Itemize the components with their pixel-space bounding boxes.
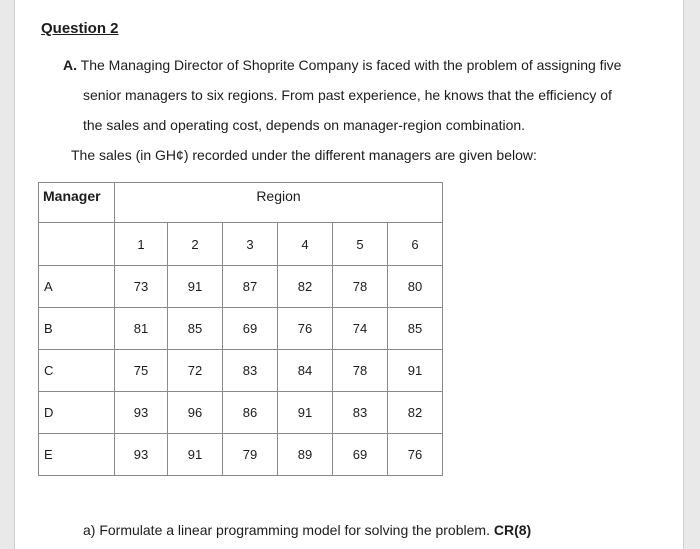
table-cell: 80 [388,266,443,308]
table-cell: 78 [333,350,388,392]
region-number-row [39,223,443,266]
part-label: A. [63,57,77,73]
question-title: Question 2 [41,20,119,37]
table-cell: 89 [278,434,333,476]
region-number: 2 [168,223,223,266]
table-cell: 76 [388,434,443,476]
table-cell: 81 [115,308,168,350]
table-cell: 91 [168,266,223,308]
table-cell: 96 [168,392,223,434]
table-cell: 85 [168,308,223,350]
empty-corner-cell [39,223,115,266]
table-cell: 86 [223,392,278,434]
manager-label: D [39,392,115,434]
table-cell: 79 [223,434,278,476]
sub-question-text: a) Formulate a linear programming model for solving the problem. [83,522,490,538]
manager-label: A [39,266,115,308]
table-cell: 85 [388,308,443,350]
table-row [39,350,443,392]
manager-label: E [39,434,115,476]
table-row [39,308,443,350]
region-number: 6 [388,223,443,266]
table-cell: 72 [168,350,223,392]
region-number: 1 [115,223,168,266]
table-cell: 91 [388,350,443,392]
table-row [39,266,443,308]
table-cell: 69 [223,308,278,350]
sub-question-a [83,522,531,538]
table-cell: 76 [278,308,333,350]
table-cell: 69 [333,434,388,476]
manager-label: B [39,308,115,350]
efficiency-table [38,182,443,476]
paragraph-line-4: The sales (in GH¢) recorded under the different managers are given below: [71,147,537,163]
paragraph-line-3: the sales and operating cost, depends on manager-region combination. [83,117,526,133]
table-cell: 75 [115,350,168,392]
table-cell: 83 [333,392,388,434]
table-cell: 74 [333,308,388,350]
manager-header: Manager [39,183,115,223]
table-cell: 84 [278,350,333,392]
table-cell: 91 [278,392,333,434]
region-number: 4 [278,223,333,266]
table-cell: 83 [223,350,278,392]
paragraph-line-1 [63,57,621,73]
document-page [14,0,684,549]
table-row [39,434,443,476]
paragraph-line-1-text: The Managing Director of Shoprite Company is faced with the problem of assigning five [80,57,622,73]
table-row [39,392,443,434]
table-cell: 91 [168,434,223,476]
table-cell: 82 [388,392,443,434]
table-cell: 93 [115,434,168,476]
table-cell: 93 [115,392,168,434]
table-cell: 82 [278,266,333,308]
table-header-row [39,183,443,223]
marks-label: CR(8) [493,522,532,538]
region-header: Region [115,183,443,223]
region-number: 3 [223,223,278,266]
paragraph-line-2: senior managers to six regions. From past experience, he knows that the efficiency of [83,87,612,103]
table-cell: 87 [223,266,278,308]
table-cell: 73 [115,266,168,308]
manager-label: C [39,350,115,392]
region-number: 5 [333,223,388,266]
table-cell: 78 [333,266,388,308]
